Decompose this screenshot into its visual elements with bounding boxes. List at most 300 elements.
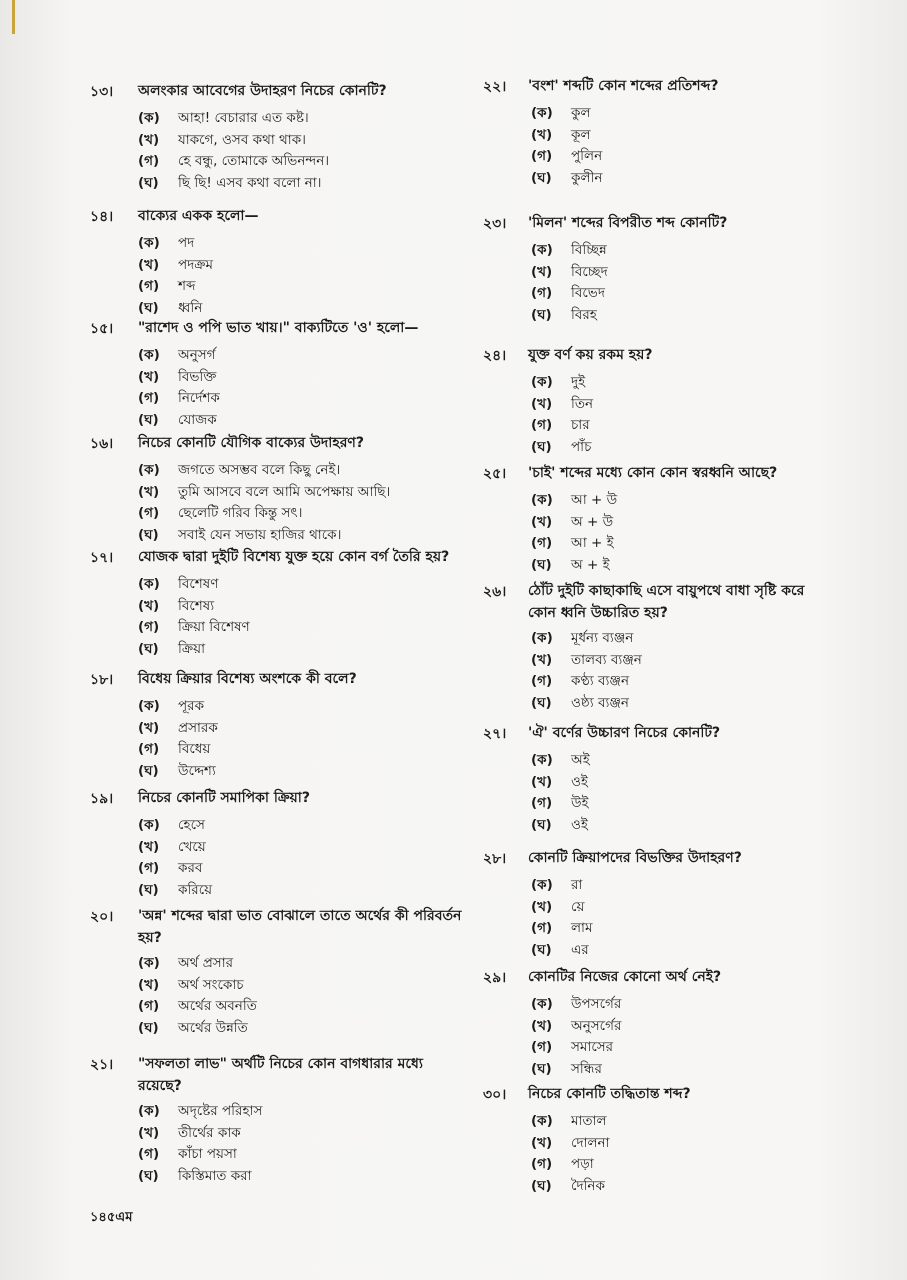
question-number: ১৩। bbox=[90, 84, 114, 100]
option-text: ওই bbox=[571, 816, 588, 833]
option-label: (ঘ) bbox=[531, 1177, 552, 1194]
question-block bbox=[483, 1083, 833, 1197]
option-text: অ + উ bbox=[571, 513, 614, 530]
question-header bbox=[483, 847, 833, 871]
answer-option bbox=[138, 815, 470, 837]
question-text: ঠোঁট দুইটি কাছাকাছি এসে বায়ুপথে বাধা সৃষ্টি করে কোন ধ্বনি উচ্চারিত হয়? bbox=[528, 583, 805, 621]
option-text: কিস্তিমাত করা bbox=[178, 1167, 252, 1184]
question-block bbox=[483, 75, 833, 189]
question-block bbox=[483, 462, 833, 576]
answer-option bbox=[138, 410, 470, 432]
option-text: আ + উ bbox=[571, 492, 618, 508]
option-label: (ঘ) bbox=[138, 299, 159, 316]
option-label: (ক) bbox=[531, 242, 553, 258]
option-label: (ঘ) bbox=[531, 169, 552, 186]
answer-option bbox=[531, 415, 833, 437]
option-list bbox=[483, 240, 833, 326]
option-label: (গ) bbox=[138, 278, 160, 294]
answer-option bbox=[138, 975, 470, 997]
option-label: (খ) bbox=[531, 513, 553, 530]
answer-option bbox=[531, 437, 833, 459]
question-text: কোনটি ক্রিয়াপদের বিভক্তির উদাহরণ? bbox=[528, 850, 742, 866]
option-text: ধ্বনি bbox=[178, 299, 203, 316]
question-block bbox=[90, 80, 470, 194]
answer-option bbox=[138, 718, 470, 740]
option-list bbox=[90, 345, 470, 431]
option-text: লাম bbox=[571, 920, 593, 936]
option-text: কুল bbox=[571, 105, 591, 121]
option-label: (খ) bbox=[138, 597, 160, 614]
option-text: কণ্ঠ্য ব্যঞ্জন bbox=[571, 673, 630, 689]
option-label: (খ) bbox=[138, 976, 160, 993]
option-text: যোজক bbox=[178, 411, 217, 428]
question-header bbox=[90, 905, 470, 949]
option-list bbox=[483, 994, 833, 1080]
question-text: বিধেয় ক্রিয়ার বিশেষ্য অংশকে কী বলে? bbox=[138, 671, 357, 687]
answer-option bbox=[531, 490, 833, 512]
option-text: বিরহ bbox=[571, 306, 597, 323]
option-label: (গ) bbox=[531, 148, 553, 164]
question-number: ১৫। bbox=[90, 321, 114, 337]
option-list bbox=[90, 460, 470, 546]
page-label: ১৪৫এম bbox=[90, 1210, 133, 1225]
answer-option bbox=[531, 1133, 833, 1155]
option-list bbox=[90, 233, 470, 319]
question-block bbox=[483, 344, 833, 458]
question-header bbox=[483, 722, 833, 746]
option-text: দৈনিক bbox=[571, 1177, 605, 1194]
option-label: (গ) bbox=[531, 285, 553, 301]
question-number: ২৮। bbox=[483, 851, 507, 867]
question-header bbox=[483, 462, 833, 486]
question-number: ২৫। bbox=[483, 466, 507, 482]
answer-option bbox=[138, 388, 470, 410]
answer-option bbox=[531, 1154, 833, 1176]
answer-option bbox=[138, 761, 470, 783]
answer-option bbox=[531, 103, 833, 125]
option-list bbox=[90, 953, 470, 1039]
option-label: (ঘ) bbox=[531, 438, 552, 455]
option-list bbox=[90, 1101, 470, 1187]
option-label: (গ) bbox=[531, 417, 553, 433]
option-text: বিভেদ bbox=[571, 285, 605, 301]
option-text: কূল bbox=[571, 126, 591, 143]
answer-option bbox=[138, 108, 470, 130]
option-label: (ক) bbox=[138, 698, 160, 714]
option-label: (গ) bbox=[531, 1156, 553, 1172]
option-list bbox=[483, 490, 833, 576]
option-label: (গ) bbox=[138, 741, 160, 757]
answer-option bbox=[531, 1176, 833, 1198]
option-label: (খ) bbox=[531, 263, 553, 280]
question-header bbox=[90, 546, 470, 570]
option-text: প্রসারক bbox=[178, 719, 218, 736]
option-list bbox=[483, 628, 833, 714]
question-text: 'অন্ন' শব্দের দ্বারা ভাত বোঝালে তাতে অর্থের কী পরিবর্তন হয়? bbox=[138, 908, 462, 946]
question-number: ২৬। bbox=[483, 584, 507, 600]
answer-option bbox=[138, 996, 470, 1018]
option-label: (গ) bbox=[138, 619, 160, 635]
question-number: ৩০। bbox=[483, 1087, 507, 1103]
question-header bbox=[90, 787, 470, 811]
option-label: (গ) bbox=[531, 1039, 553, 1055]
option-label: (ক) bbox=[138, 817, 160, 833]
question-text: নিচের কোনটি যৌগিক বাক্যের উদাহরণ? bbox=[138, 435, 364, 451]
question-block bbox=[90, 205, 470, 319]
option-text: আ + ই bbox=[571, 535, 614, 551]
option-label: (ঘ) bbox=[531, 556, 552, 573]
question-block bbox=[90, 1053, 470, 1187]
option-text: নির্দেশক bbox=[178, 390, 220, 406]
option-label: (খ) bbox=[138, 483, 160, 500]
question-number: ২২। bbox=[483, 79, 507, 95]
option-label: (গ) bbox=[531, 673, 553, 689]
question-header bbox=[483, 212, 833, 236]
question-number: ২১। bbox=[90, 1057, 114, 1073]
answer-option bbox=[138, 151, 470, 173]
option-text: উই bbox=[571, 795, 589, 811]
option-text: পদ bbox=[178, 235, 195, 251]
option-text: বিশেষণ bbox=[178, 576, 219, 592]
answer-option bbox=[138, 367, 470, 389]
option-label: (ঘ) bbox=[531, 816, 552, 833]
question-text: নিচের কোনটি তদ্ধিতান্ত শব্দ? bbox=[528, 1086, 691, 1102]
answer-option bbox=[138, 880, 470, 902]
question-text: অলংকার আবেগের উদাহরণ নিচের কোনটি? bbox=[138, 83, 387, 99]
question-number: ১৬। bbox=[90, 436, 114, 452]
option-label: (খ) bbox=[531, 126, 553, 143]
option-text: অর্থ প্রসার bbox=[178, 955, 234, 971]
answer-option bbox=[138, 173, 470, 195]
option-text: পড়া bbox=[571, 1156, 594, 1172]
question-header bbox=[483, 580, 833, 624]
option-text: শব্দ bbox=[178, 278, 196, 294]
option-text: উদ্দেশ্য bbox=[178, 762, 216, 779]
answer-option bbox=[138, 1144, 470, 1166]
option-label: (খ) bbox=[531, 773, 553, 790]
option-label: (গ) bbox=[138, 998, 160, 1014]
question-header bbox=[483, 75, 833, 99]
option-label: (ক) bbox=[531, 492, 553, 508]
question-text: যুক্ত বর্ণ কয় রকম হয়? bbox=[528, 347, 653, 363]
option-text: বিচ্ছিন্ন bbox=[571, 242, 607, 258]
answer-option bbox=[531, 168, 833, 190]
answer-option bbox=[138, 233, 470, 255]
option-label: (ঘ) bbox=[531, 306, 552, 323]
option-text: অর্থ সংকোচ bbox=[178, 976, 244, 993]
option-text: ছেলেটি গরিব কিন্তু সৎ। bbox=[178, 505, 303, 521]
option-text: ওই bbox=[571, 773, 588, 790]
option-text: বিধেয় bbox=[178, 741, 211, 757]
question-block bbox=[483, 722, 833, 836]
answer-option bbox=[531, 283, 833, 305]
question-block bbox=[90, 432, 470, 546]
option-label: (গ) bbox=[138, 153, 160, 169]
answer-option bbox=[138, 1101, 470, 1123]
question-header bbox=[90, 205, 470, 229]
option-list bbox=[483, 750, 833, 836]
question-block bbox=[90, 317, 470, 431]
question-block bbox=[483, 847, 833, 961]
question-block bbox=[483, 966, 833, 1080]
option-list bbox=[90, 696, 470, 782]
option-text: উপসর্গের bbox=[571, 996, 622, 1012]
answer-option bbox=[138, 345, 470, 367]
option-label: (খ) bbox=[138, 131, 160, 148]
question-number: ২৭। bbox=[483, 726, 507, 742]
answer-option bbox=[531, 512, 833, 534]
option-label: (ঘ) bbox=[138, 640, 159, 657]
option-text: খেয়ে bbox=[178, 838, 206, 855]
option-text: সবাই যেন সভায় হাজির থাকে। bbox=[178, 526, 342, 543]
option-list bbox=[90, 574, 470, 660]
answer-option bbox=[531, 125, 833, 147]
answer-option bbox=[531, 555, 833, 577]
option-text: য়ে bbox=[571, 898, 585, 915]
answer-option bbox=[531, 1059, 833, 1081]
option-label: (ক) bbox=[138, 110, 160, 126]
option-label: (খ) bbox=[138, 256, 160, 273]
question-number: ২৯। bbox=[483, 970, 507, 986]
option-label: (ক) bbox=[531, 752, 553, 768]
option-text: যাকগে, ওসব কথা থাক। bbox=[178, 131, 306, 148]
option-text: পদক্রম bbox=[178, 256, 214, 273]
question-text: কোনটির নিজের কোনো অর্থ নেই? bbox=[528, 969, 722, 985]
option-label: (গ) bbox=[138, 1146, 160, 1162]
option-label: (ক) bbox=[531, 1113, 553, 1129]
answer-option bbox=[138, 596, 470, 618]
option-text: হে বন্ধু, তোমাকে অভিনন্দন। bbox=[178, 153, 330, 169]
answer-option bbox=[531, 750, 833, 772]
answer-option bbox=[531, 1016, 833, 1038]
option-text: পূরক bbox=[178, 698, 205, 714]
question-header bbox=[90, 317, 470, 341]
option-text: বিচ্ছেদ bbox=[571, 263, 608, 280]
option-list bbox=[483, 372, 833, 458]
option-text: তুমি আসবে বলে আমি অপেক্ষায় আছি। bbox=[178, 483, 391, 500]
question-number: ১৯। bbox=[90, 791, 114, 807]
answer-option bbox=[138, 696, 470, 718]
option-label: (ক) bbox=[138, 462, 160, 478]
option-text: এর bbox=[571, 941, 589, 958]
option-label: (গ) bbox=[138, 390, 160, 406]
answer-option bbox=[531, 262, 833, 284]
answer-option bbox=[138, 617, 470, 639]
option-label: (গ) bbox=[138, 505, 160, 521]
option-text: তালব্য ব্যঞ্জন bbox=[571, 651, 642, 668]
option-label: (ক) bbox=[138, 347, 160, 363]
option-text: পাঁচ bbox=[571, 438, 592, 455]
option-text: সমাসের bbox=[571, 1039, 614, 1055]
answer-option bbox=[138, 482, 470, 504]
answer-option bbox=[138, 953, 470, 975]
question-block bbox=[90, 546, 470, 660]
option-text: ছি ছি! এসব কথা বলো না। bbox=[178, 174, 322, 191]
answer-option bbox=[531, 815, 833, 837]
option-text: দোলনা bbox=[571, 1134, 610, 1151]
question-number: ১৪। bbox=[90, 209, 114, 225]
option-label: (খ) bbox=[138, 719, 160, 736]
question-block bbox=[483, 580, 833, 714]
answer-option bbox=[531, 305, 833, 327]
answer-option bbox=[138, 639, 470, 661]
question-header bbox=[483, 966, 833, 990]
question-text: 'মিলন' শব্দের বিপরীত শব্দ কোনটি? bbox=[528, 215, 728, 231]
answer-option bbox=[531, 240, 833, 262]
page-edge-mark bbox=[12, 0, 15, 34]
option-text: অনুসর্গের bbox=[571, 1017, 622, 1034]
answer-option bbox=[138, 460, 470, 482]
option-text: দুই bbox=[571, 374, 586, 390]
option-text: কাঁচা পয়সা bbox=[178, 1146, 237, 1162]
answer-option bbox=[531, 650, 833, 672]
option-label: (ঘ) bbox=[531, 941, 552, 958]
question-text: নিচের কোনটি সমাপিকা ক্রিয়া? bbox=[138, 790, 310, 806]
answer-option bbox=[138, 276, 470, 298]
answer-option bbox=[531, 146, 833, 168]
option-text: করিয়ে bbox=[178, 881, 213, 898]
option-label: (ক) bbox=[138, 235, 160, 251]
option-label: (গ) bbox=[531, 535, 553, 551]
question-text: বাক্যের একক হলো— bbox=[138, 208, 259, 224]
option-label: (ক) bbox=[138, 955, 160, 971]
answer-option bbox=[531, 693, 833, 715]
option-text: বিশেষ্য bbox=[178, 597, 215, 614]
question-number: ১৭। bbox=[90, 550, 114, 566]
question-number: ২৪। bbox=[483, 348, 507, 364]
answer-option bbox=[531, 994, 833, 1016]
option-label: (ঘ) bbox=[138, 1167, 159, 1184]
option-text: রা bbox=[571, 877, 583, 893]
option-label: (ক) bbox=[138, 576, 160, 592]
option-label: (ঘ) bbox=[138, 1019, 159, 1036]
answer-option bbox=[138, 837, 470, 859]
option-label: (ক) bbox=[531, 105, 553, 121]
question-block bbox=[483, 212, 833, 326]
answer-option bbox=[531, 875, 833, 897]
question-block bbox=[90, 668, 470, 782]
option-label: (খ) bbox=[531, 651, 553, 668]
answer-option bbox=[138, 1166, 470, 1188]
option-label: (খ) bbox=[531, 898, 553, 915]
option-label: (ঘ) bbox=[138, 881, 159, 898]
question-number: ২০। bbox=[90, 909, 114, 925]
option-label: (ঘ) bbox=[138, 762, 159, 779]
answer-option bbox=[138, 130, 470, 152]
option-list bbox=[483, 103, 833, 189]
answer-option bbox=[531, 1111, 833, 1133]
option-text: আহা! বেচারার এত কষ্ট। bbox=[178, 110, 309, 126]
option-text: অদৃষ্টের পরিহাস bbox=[178, 1103, 263, 1119]
option-text: চার bbox=[571, 417, 590, 433]
answer-option bbox=[531, 772, 833, 794]
option-text: তিন bbox=[571, 395, 594, 412]
question-header bbox=[90, 80, 470, 104]
option-label: (খ) bbox=[531, 1134, 553, 1151]
option-label: (ঘ) bbox=[138, 174, 159, 191]
question-number: ১৮। bbox=[90, 672, 114, 688]
option-label: (খ) bbox=[138, 1124, 160, 1141]
option-text: অর্থের উন্নতি bbox=[178, 1019, 248, 1036]
answer-option bbox=[138, 503, 470, 525]
question-header bbox=[90, 668, 470, 692]
option-text: ওষ্ঠ্য ব্যঞ্জন bbox=[571, 694, 629, 711]
option-text: সন্ধির bbox=[571, 1060, 602, 1077]
option-label: (ঘ) bbox=[138, 411, 159, 428]
answer-option bbox=[531, 1037, 833, 1059]
option-text: অর্থের অবনতি bbox=[178, 998, 257, 1014]
answer-option bbox=[531, 897, 833, 919]
option-text: ক্রিয়া বিশেষণ bbox=[178, 619, 250, 635]
question-text: "সফলতা লাভ" অর্থটি নিচের কোন বাগধারার মধ্যে রয়েছে? bbox=[138, 1056, 423, 1094]
answer-option bbox=[531, 394, 833, 416]
option-text: অনুসর্গ bbox=[178, 347, 216, 363]
option-text: অই bbox=[571, 752, 590, 768]
answer-option bbox=[138, 574, 470, 596]
option-text: অ + ই bbox=[571, 556, 610, 573]
option-label: (খ) bbox=[138, 838, 160, 855]
option-label: (গ) bbox=[531, 920, 553, 936]
option-label: (ঘ) bbox=[531, 694, 552, 711]
answer-option bbox=[531, 793, 833, 815]
question-text: 'বংশ' শব্দটি কোন শব্দের প্রতিশব্দ? bbox=[528, 78, 719, 94]
question-text: 'ঐ' বর্ণের উচ্চারণ নিচের কোনটি? bbox=[528, 725, 721, 741]
option-text: বিভক্তি bbox=[178, 368, 217, 385]
answer-option bbox=[531, 940, 833, 962]
option-text: মাতাল bbox=[571, 1113, 607, 1129]
option-list bbox=[483, 1111, 833, 1197]
option-list bbox=[90, 815, 470, 901]
answer-option bbox=[531, 372, 833, 394]
question-text: 'চাই' শব্দের মধ্যে কোন কোন স্বরধ্বনি আছে? bbox=[528, 465, 778, 481]
option-label: (গ) bbox=[531, 795, 553, 811]
option-text: তীর্থের কাক bbox=[178, 1124, 241, 1141]
answer-option bbox=[138, 739, 470, 761]
question-block bbox=[90, 787, 470, 901]
answer-option bbox=[138, 525, 470, 547]
answer-option bbox=[531, 533, 833, 555]
question-text: "রাশেদ ও পপি ভাত খায়।" বাক্যটিতে 'ও' হলো— bbox=[138, 320, 419, 336]
option-label: (ক) bbox=[531, 374, 553, 390]
option-text: মূর্ধন্য ব্যঞ্জন bbox=[571, 630, 634, 646]
question-number: ২৩। bbox=[483, 216, 507, 232]
option-text: হেসে bbox=[178, 817, 205, 833]
question-header bbox=[483, 1083, 833, 1107]
option-label: (ক) bbox=[531, 630, 553, 646]
answer-option bbox=[138, 1123, 470, 1145]
option-label: (ক) bbox=[138, 1103, 160, 1119]
question-header bbox=[90, 1053, 470, 1097]
option-list bbox=[90, 108, 470, 194]
answer-option bbox=[138, 858, 470, 880]
option-text: কুলীন bbox=[571, 169, 603, 186]
question-header bbox=[483, 344, 833, 368]
option-text: পুলিন bbox=[571, 148, 603, 164]
option-text: ক্রিয়া bbox=[178, 640, 206, 657]
option-list bbox=[483, 875, 833, 961]
question-header bbox=[90, 432, 470, 456]
answer-option bbox=[531, 918, 833, 940]
question-text: যোজক দ্বারা দুইটি বিশেষ্য যুক্ত হয়ে কোন বর্গ তৈরি হয়? bbox=[138, 549, 450, 565]
question-block bbox=[90, 905, 470, 1039]
option-label: (খ) bbox=[531, 395, 553, 412]
option-text: করব bbox=[178, 860, 203, 876]
option-label: (ঘ) bbox=[531, 1060, 552, 1077]
answer-option bbox=[531, 671, 833, 693]
option-label: (ক) bbox=[531, 996, 553, 1012]
answer-option bbox=[138, 298, 470, 320]
answer-option bbox=[138, 1018, 470, 1040]
